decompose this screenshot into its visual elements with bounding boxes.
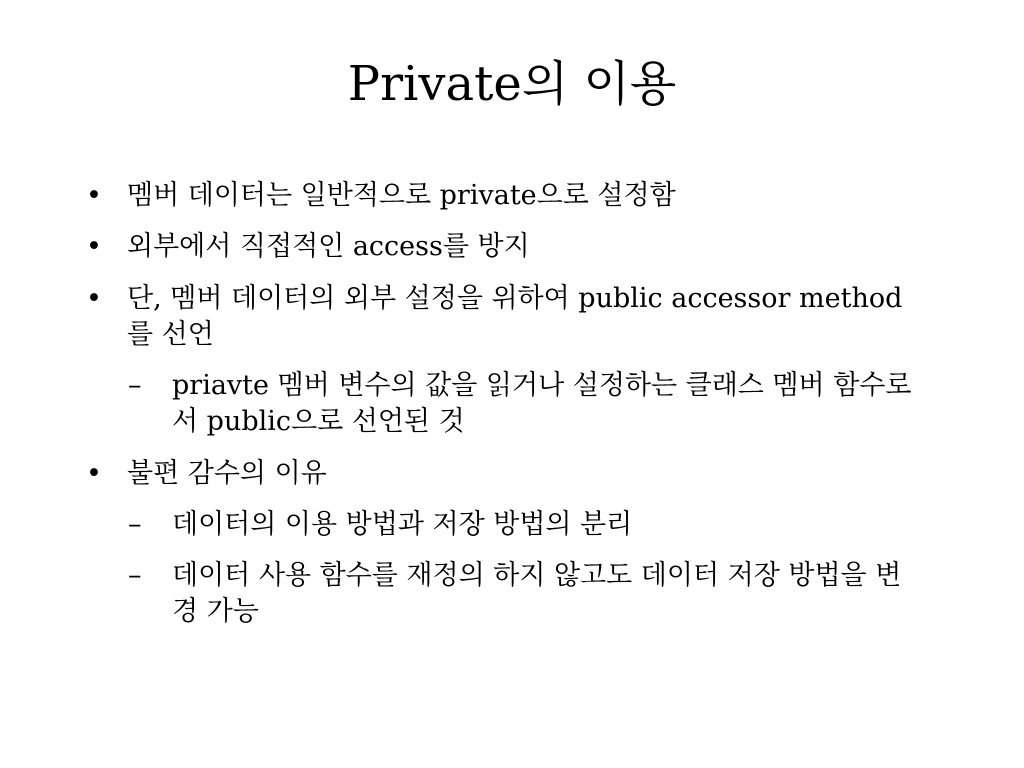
bullet-item (86, 178, 926, 214)
bullet-marker: • (86, 283, 102, 314)
bullet-item (86, 281, 926, 353)
sub-bullet-item (128, 368, 926, 440)
sub-bullet-marker: – (128, 509, 142, 540)
bullet-marker: • (86, 458, 102, 489)
bullet-text: 단, 멤버 데이터의 외부 설정을 위하여 public accessor method를 선언 (127, 283, 903, 350)
bullet-marker: • (86, 231, 102, 262)
sub-bullet-text: priavte 멤버 변수의 값을 읽거나 설정하는 클래스 멤버 함수로서 public으로 선언된 것 (172, 370, 912, 437)
bullet-text: 외부에서 직접적인 access를 방지 (127, 231, 530, 262)
sub-bullet-text: 데이터 사용 함수를 재정의 하지 않고도 데이터 저장 방법을 변경 가능 (172, 560, 902, 627)
slide-title: Private의 이용 (347, 56, 677, 112)
sub-bullet-item (128, 558, 926, 630)
sub-bullet-item (128, 507, 926, 543)
bullet-marker: • (86, 180, 102, 211)
sub-bullet-text: 데이터의 이용 방법과 저장 방법의 분리 (172, 509, 633, 540)
bullet-text: 멤버 데이터는 일반적으로 private으로 설정함 (127, 180, 676, 211)
sub-bullet-marker: – (128, 370, 142, 401)
sub-bullet-marker: – (128, 560, 142, 591)
bullet-text: 불편 감수의 이유 (127, 458, 327, 489)
bullet-item (86, 229, 926, 265)
bullet-item (86, 456, 926, 492)
